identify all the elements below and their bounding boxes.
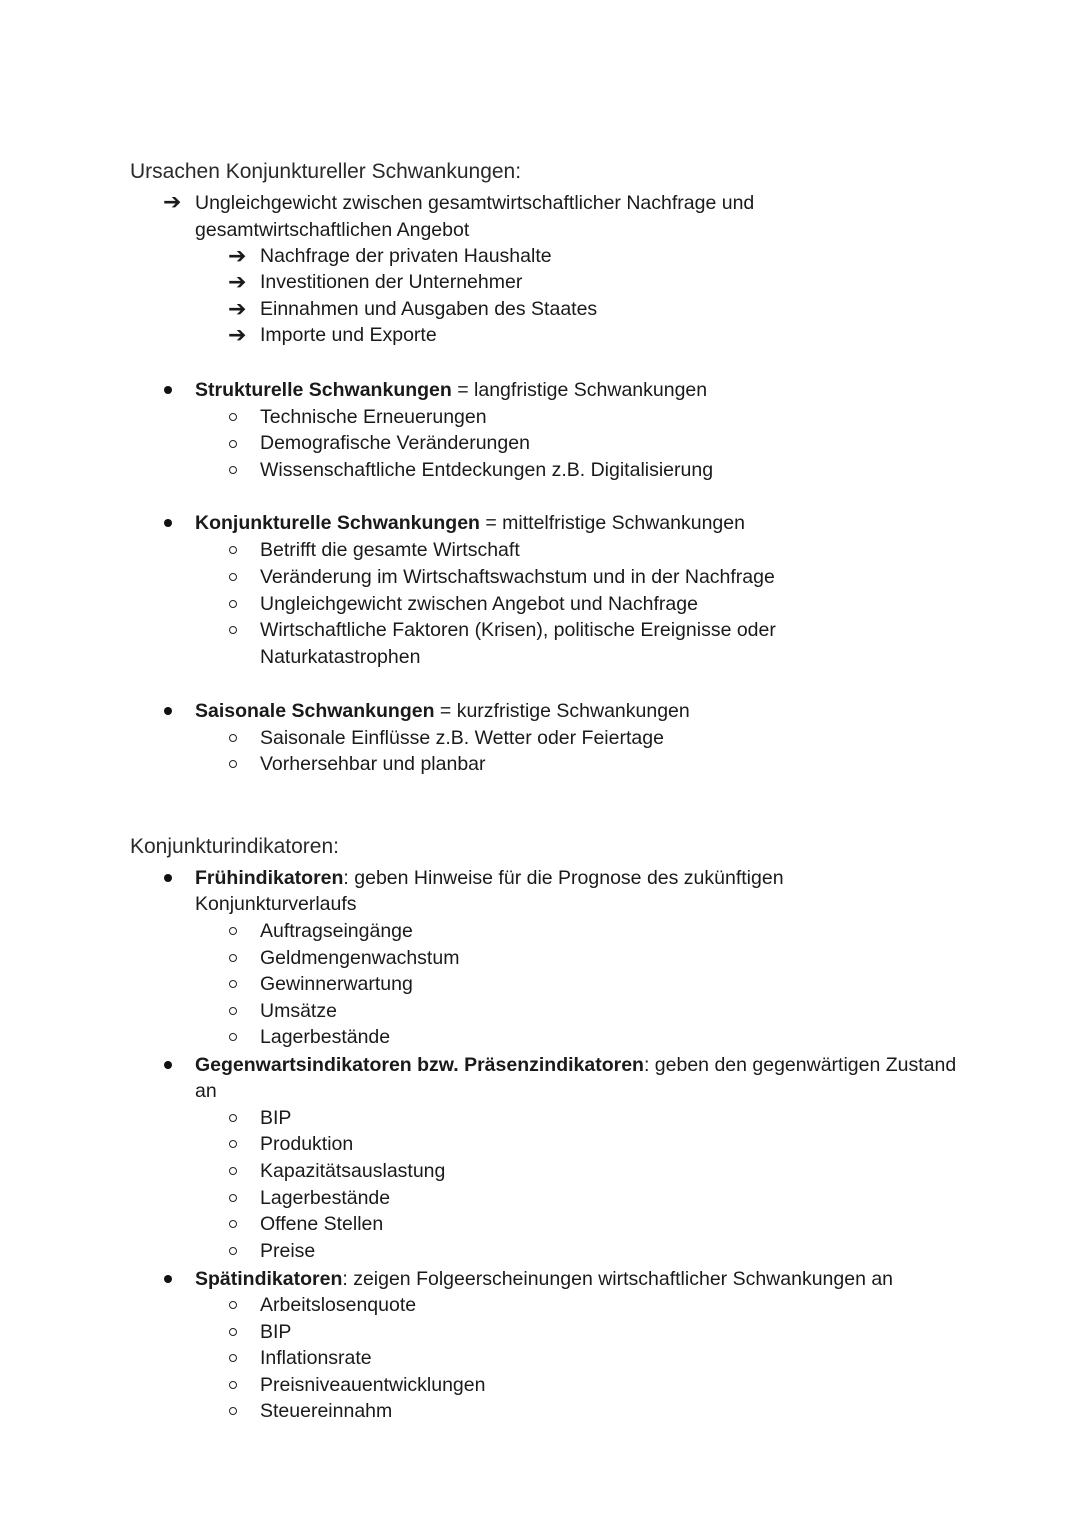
saisonal-line — [195, 698, 690, 724]
list-item: BIP — [260, 1321, 292, 1343]
bullet-circle-icon — [229, 600, 237, 608]
arrow-icon: ➔ — [228, 243, 247, 268]
bullet-circle-icon — [229, 1167, 237, 1175]
bullet-circle-icon — [229, 1114, 237, 1122]
konjunkturell-line — [195, 510, 745, 536]
gegenwart-title: Gegenwartsindikatoren bzw. Präsenzindikatoren — [195, 1054, 644, 1076]
list-item: Preisniveauentwicklungen — [260, 1374, 486, 1396]
list-item: Offene Stellen — [260, 1213, 384, 1235]
bullet-circle-icon — [229, 980, 237, 988]
bullet-circle-icon — [229, 413, 237, 421]
bullet-dot-icon — [164, 1275, 172, 1283]
spaet-rest: : zeigen Folgeerscheinungen wirtschaftlicher Schwankungen an — [342, 1268, 894, 1290]
arrow-icon: ➔ — [163, 189, 182, 214]
list-item: Lagerbestände — [260, 1026, 391, 1048]
arrow-icon: ➔ — [228, 269, 247, 294]
bullet-circle-icon — [229, 1381, 237, 1389]
bullet-dot-icon — [164, 874, 172, 882]
list-item: Kapazitätsauslastung — [260, 1160, 446, 1182]
spaet-title: Spätindikatoren — [195, 1268, 343, 1290]
konjunkturell-rest: = mittelfristige Schwankungen — [479, 512, 745, 534]
bullet-dot-icon — [164, 519, 172, 527]
main-point-line-1: Ungleichgewicht zwischen gesamtwirtschaftlicher Nachfrage und — [195, 192, 755, 214]
list-item: Produktion — [260, 1133, 354, 1155]
strukturell-title: Strukturelle Schwankungen — [195, 379, 452, 401]
list-item-continuation: Naturkatastrophen — [260, 646, 421, 668]
list-item: Wissenschaftliche Entdeckungen z.B. Digitalisierung — [260, 459, 714, 481]
saisonal-rest: = kurzfristige Schwankungen — [434, 700, 690, 722]
section-heading-konjunkturindikatoren: Konjunkturindikatoren: — [130, 835, 339, 858]
sub-item: Nachfrage der privaten Haushalte — [260, 245, 552, 267]
list-item: Saisonale Einflüsse z.B. Wetter oder Feiertage — [260, 727, 664, 749]
bullet-dot-icon — [164, 1061, 172, 1069]
gegenwart-line — [195, 1052, 956, 1078]
bullet-circle-icon — [229, 440, 237, 448]
strukturell-rest: = langfristige Schwankungen — [451, 379, 708, 401]
bullet-circle-icon — [229, 1301, 237, 1309]
bullet-circle-icon — [229, 954, 237, 962]
frueh-title: Frühindikatoren — [195, 867, 344, 889]
gegenwart-line-2: an — [195, 1080, 217, 1102]
list-item: Inflationsrate — [260, 1347, 372, 1369]
section-heading-ursachen: Ursachen Konjunktureller Schwankungen: — [130, 160, 522, 183]
sub-item: Importe und Exporte — [260, 324, 437, 346]
list-item: Umsätze — [260, 1000, 337, 1022]
bullet-circle-icon — [229, 734, 237, 742]
bullet-circle-icon — [229, 1328, 237, 1336]
bullet-circle-icon — [229, 1247, 237, 1255]
gegenwart-rest: : geben den gegenwärtigen Zustand — [643, 1054, 957, 1076]
sub-item: Einnahmen und Ausgaben des Staates — [260, 298, 598, 320]
bullet-circle-icon — [229, 1140, 237, 1148]
list-item: Wirtschaftliche Faktoren (Krisen), politische Ereignisse oder — [260, 619, 776, 641]
frueh-line-2: Konjunkturverlaufs — [195, 893, 357, 915]
sub-item: Investitionen der Unternehmer — [260, 271, 523, 293]
bullet-circle-icon — [229, 760, 237, 768]
bullet-circle-icon — [229, 626, 237, 634]
arrow-icon: ➔ — [228, 322, 247, 347]
bullet-circle-icon — [229, 1407, 237, 1415]
main-point-line-2: gesamtwirtschaftlichen Angebot — [195, 219, 470, 241]
list-item: Preise — [260, 1240, 316, 1262]
bullet-circle-icon — [229, 1033, 237, 1041]
bullet-circle-icon — [229, 1007, 237, 1015]
arrow-icon: ➔ — [228, 296, 247, 321]
list-item: Technische Erneuerungen — [260, 406, 487, 428]
konjunkturell-title: Konjunkturelle Schwankungen — [195, 512, 480, 534]
list-item: Geldmengenwachstum — [260, 947, 460, 969]
bullet-dot-icon — [164, 386, 172, 394]
bullet-circle-icon — [229, 1220, 237, 1228]
bullet-circle-icon — [229, 1354, 237, 1362]
list-item: Ungleichgewicht zwischen Angebot und Nachfrage — [260, 593, 698, 615]
frueh-rest: : geben Hinweise für die Prognose des zukünftigen — [343, 867, 784, 889]
bullet-circle-icon — [229, 927, 237, 935]
list-item: Arbeitslosenquote — [260, 1294, 417, 1316]
list-item: BIP — [260, 1107, 292, 1129]
bullet-circle-icon — [229, 573, 237, 581]
frueh-line — [195, 865, 784, 891]
list-item: Demografische Veränderungen — [260, 432, 530, 454]
bullet-dot-icon — [164, 707, 172, 715]
list-item: Veränderung im Wirtschaftswachstum und in der Nachfrage — [260, 566, 775, 588]
saisonal-title: Saisonale Schwankungen — [195, 700, 435, 722]
list-item: Gewinnerwartung — [260, 973, 413, 995]
bullet-circle-icon — [229, 1194, 237, 1202]
bullet-circle-icon — [229, 546, 237, 554]
spaet-line — [195, 1266, 893, 1292]
list-item: Vorhersehbar und planbar — [260, 753, 486, 775]
list-item: Auftragseingänge — [260, 920, 413, 942]
list-item: Betrifft die gesamte Wirtschaft — [260, 539, 520, 561]
strukturell-line — [195, 377, 707, 403]
list-item: Lagerbestände — [260, 1187, 391, 1209]
bullet-circle-icon — [229, 466, 237, 474]
list-item: Steuereinnahm — [260, 1400, 393, 1422]
